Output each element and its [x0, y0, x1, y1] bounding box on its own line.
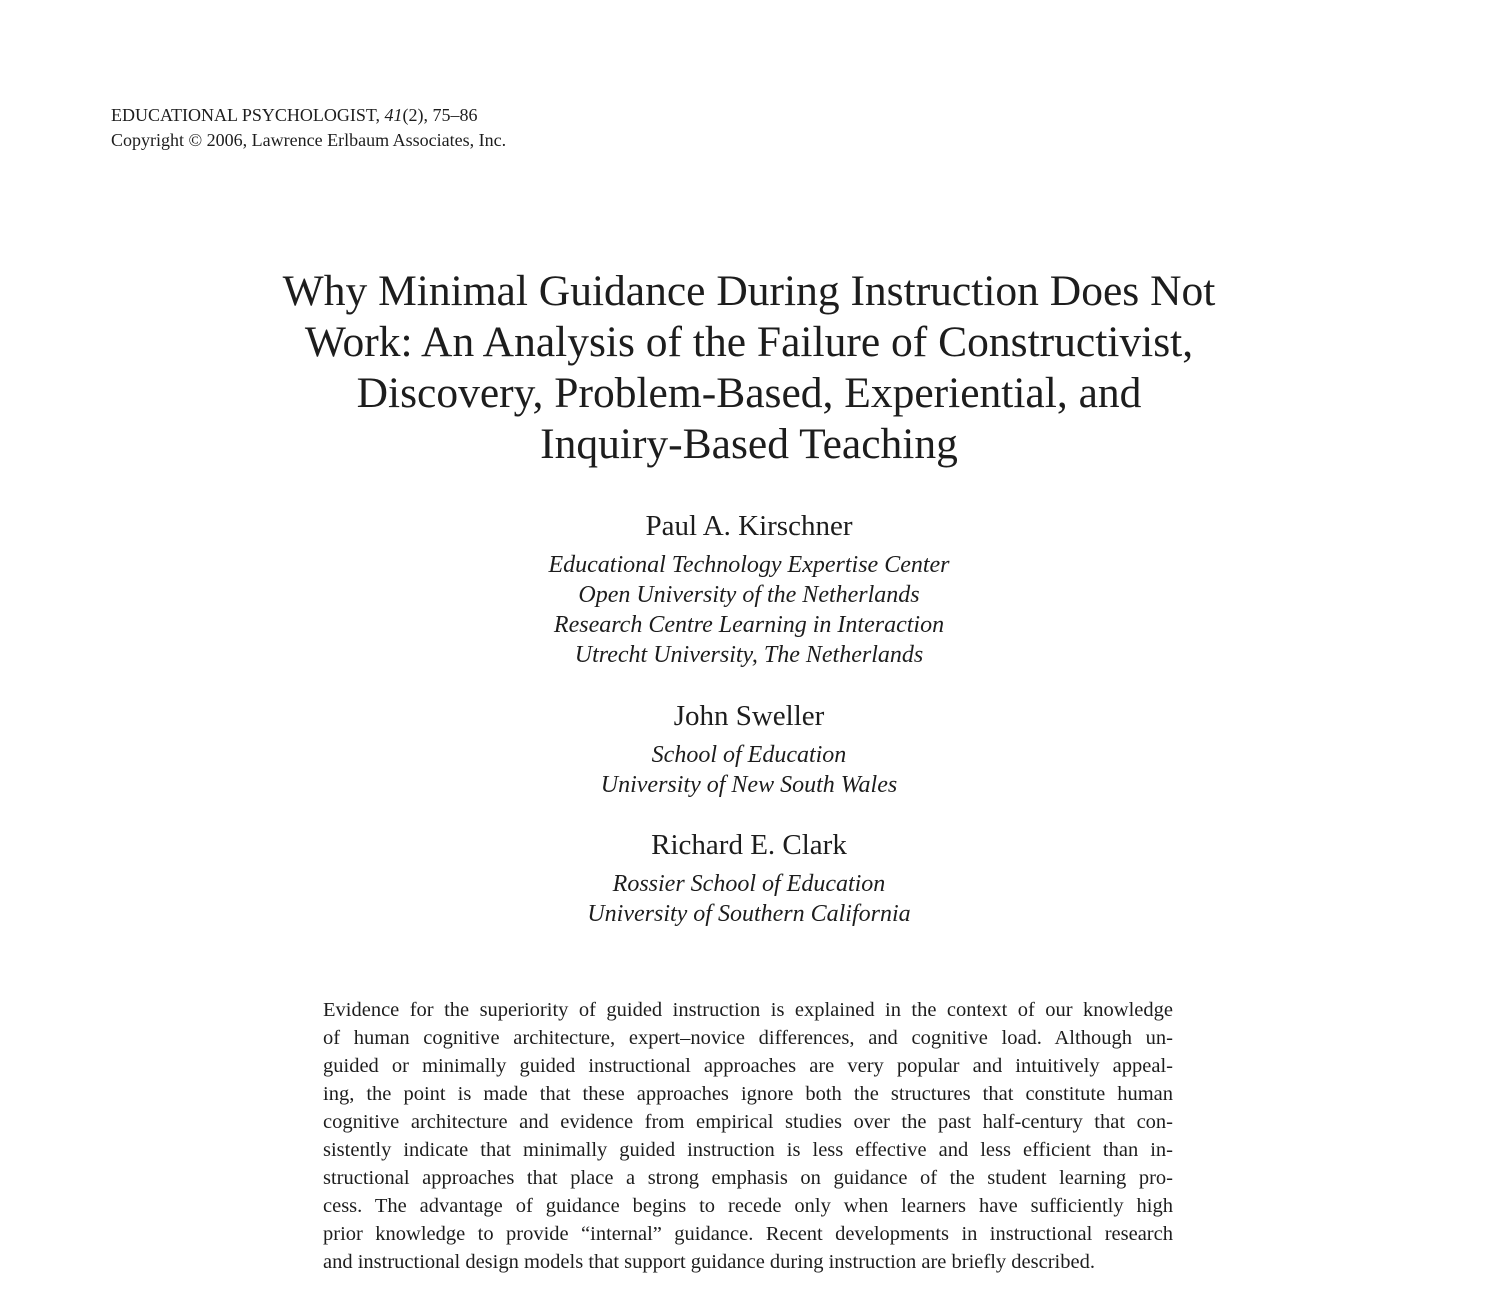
author-name: Richard E. Clark	[651, 829, 847, 861]
author-affiliation: Open University of the Netherlands	[578, 582, 920, 608]
author-name: Paul A. Kirschner	[645, 510, 853, 542]
author-block-kirschner	[0, 510, 1488, 670]
abstract-line: and instructional design models that support guidance during instruction are briefly described.	[323, 1251, 1095, 1273]
abstract-line: sistently indicate that minimally guided instruction is less effective and less efficient than in-	[323, 1139, 1173, 1161]
title-line: Why Minimal Guidance During Instruction Does Not	[282, 267, 1216, 315]
title-line: Work: An Analysis of the Failure of Constructivist,	[304, 318, 1194, 366]
author-affiliation: Utrecht University, The Netherlands	[574, 642, 924, 668]
author-block-clark	[0, 829, 1488, 929]
author-affiliation: University of New South Wales	[600, 772, 898, 798]
title-line: Discovery, Problem-Based, Experiential, and	[356, 369, 1142, 417]
copyright-line: Copyright © 2006, Lawrence Erlbaum Associates, Inc.	[111, 130, 507, 150]
journal-name: EDUCATIONAL PSYCHOLOGIST,	[111, 105, 380, 125]
author-affiliation: Rossier School of Education	[612, 871, 886, 897]
abstract-line: guided or minimally guided instructional approaches are very popular and intuitively appeal-	[323, 1055, 1173, 1077]
abstract-line: ing, the point is made that these approaches ignore both the structures that constitute human	[323, 1083, 1173, 1105]
author-affiliation: University of Southern California	[587, 901, 911, 927]
author-affiliation: Research Centre Learning in Interaction	[553, 612, 945, 638]
author-affiliation: School of Education	[651, 742, 847, 768]
journal-citation	[111, 103, 506, 128]
abstract-line: Evidence for the superiority of guided instruction is explained in the context of our knowledge	[323, 999, 1173, 1021]
author-block-sweller	[0, 700, 1488, 800]
journal-header	[111, 103, 506, 153]
abstract-line: of human cognitive architecture, expert–novice differences, and cognitive load. Although un-	[323, 1027, 1173, 1049]
journal-volume: 41	[384, 105, 403, 125]
abstract-line: cognitive architecture and evidence from empirical studies over the past half-century that con-	[323, 1111, 1173, 1133]
author-name: John Sweller	[673, 700, 825, 732]
journal-issue-pages: (2), 75–86	[402, 105, 478, 125]
abstract-line: prior knowledge to provide “internal” guidance. Recent developments in instructional research	[323, 1223, 1173, 1245]
author-affiliation: Educational Technology Expertise Center	[548, 552, 950, 578]
abstract-line: structional approaches that place a strong emphasis on guidance of the student learning pro-	[323, 1167, 1173, 1189]
abstract-line: cess. The advantage of guidance begins to recede only when learners have sufficiently high	[323, 1195, 1173, 1217]
abstract	[323, 996, 1173, 1276]
paper-title	[0, 266, 1488, 470]
title-line: Inquiry-Based Teaching	[540, 420, 958, 468]
